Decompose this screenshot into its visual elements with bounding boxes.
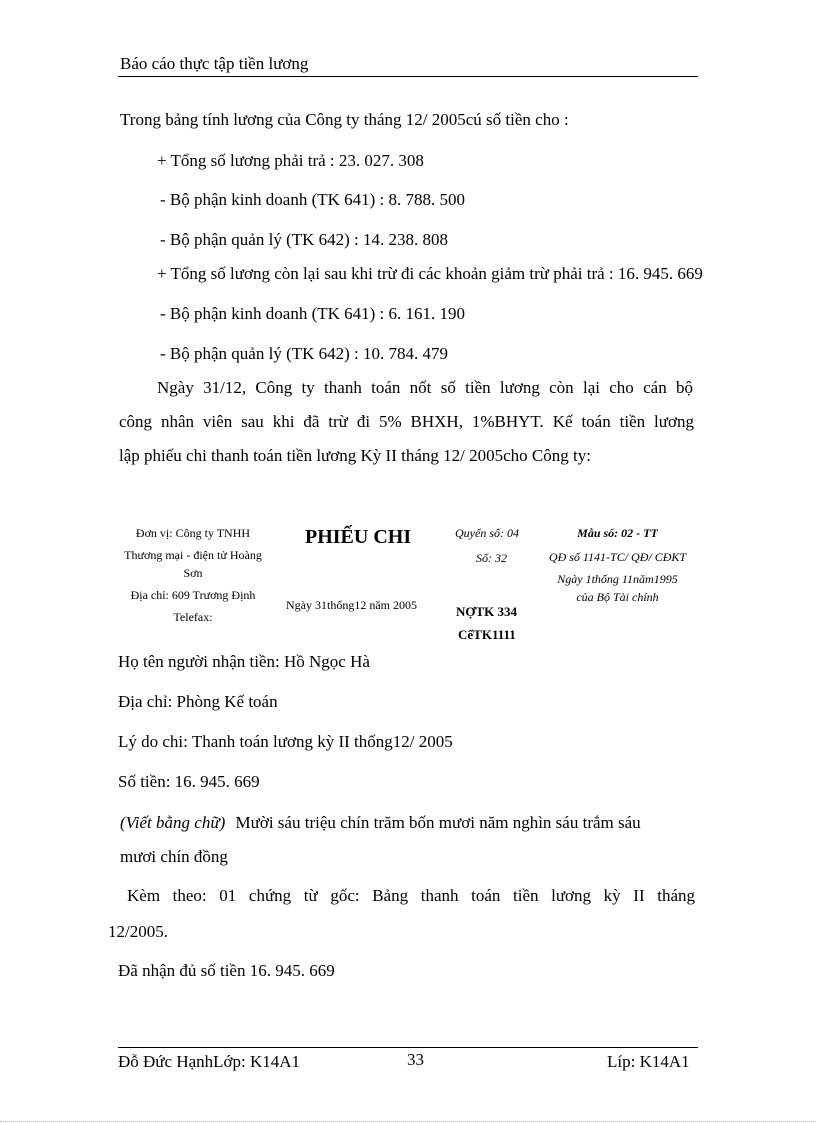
footer-rule	[118, 1047, 698, 1048]
amount-in-words-text: Mười sáu triệu chín trăm bốn mươi năm nghìn sáu trắm sáu	[235, 813, 641, 832]
voucher-telefax: Telefax:	[173, 610, 213, 624]
amount-in-words-label: (Viết bằng chữ)	[120, 813, 226, 832]
page-number: 33	[407, 1050, 424, 1069]
attached-docs-line-1: Kèm theo: 01 chứng từ gốc: Bảng thanh toán tiền lương kỳ II tháng	[127, 886, 695, 905]
voucher-decision-date: Ngày 1thống 11năm1995	[557, 572, 678, 586]
voucher-ministry: của Bộ Tài chính	[576, 590, 659, 604]
voucher-address: Địa chỉ: 609 Trương Định	[130, 588, 256, 602]
amount-in-words-line-1	[120, 813, 695, 833]
paragraph-line-1: Ngày 31/12, Công ty thanh toán nốt số tiền lương còn lại cho cán bộ	[157, 378, 693, 397]
sales-payable: - Bộ phận kinh doanh (TK 641) : 8. 788. 500	[160, 190, 466, 209]
voucher-number: Số: 32	[476, 551, 507, 565]
footer-author: Đỗ Đức HạnhLớp: K14A1	[118, 1052, 301, 1071]
total-remaining: + Tổng số lương còn lại sau khi trừ đi các khoản giảm trừ phải trả : 16. 945. 669	[157, 264, 703, 283]
page-edge-dotted	[0, 1121, 816, 1122]
voucher-date: Ngày 31thống12 năm 2005	[286, 598, 417, 612]
recipient-address: Địa chỉ: Phòng Kế toán	[118, 692, 278, 711]
voucher-form-no: Mẫu số: 02 - TT	[577, 526, 658, 540]
voucher-form	[540, 524, 695, 606]
received-amount: Đã nhận đủ số tiền 16. 945. 669	[118, 961, 335, 980]
voucher-debit: NỢTK 334	[456, 604, 518, 619]
voucher-unit	[112, 524, 274, 626]
recipient-name: Họ tên người nhận tiền: Hồ Ngọc Hà	[118, 652, 370, 671]
amount-in-words-line-2: mươi chín đồng	[120, 847, 228, 866]
voucher-book-no: Quyển số: 04	[455, 526, 519, 540]
admin-remaining: - Bộ phận quản lý (TK 642) : 10. 784. 479	[160, 344, 449, 363]
attached-docs-line-2: 12/2005.	[108, 922, 168, 941]
voucher-unit-line-3: Sơn	[183, 566, 203, 580]
voucher-unit-line-2: Thương mại - điện tử Hoàng	[124, 548, 262, 562]
payment-amount: Số tiền: 16. 945. 669	[118, 772, 260, 791]
payment-reason: Lý do chi: Thanh toán lương kỳ II thống12/ 2005	[118, 732, 453, 751]
admin-payable: - Bộ phận quản lý (TK 642) : 14. 238. 808	[160, 230, 449, 249]
header-rule	[118, 76, 698, 77]
voucher-decision: QĐ số 1141-TC/ QĐ/ CĐKT	[548, 550, 687, 564]
voucher-credit: CểTK1111	[458, 627, 516, 642]
footer-class: Líp: K14A1	[607, 1052, 690, 1071]
header-title: Báo cáo thực tập tiền lương	[120, 54, 309, 73]
total-payable: + Tổng số lương phải trả : 23. 027. 308	[157, 151, 424, 170]
paragraph-line-3: lập phiếu chi thanh toán tiền lương Kỳ II tháng 12/ 2005cho Công ty:	[119, 446, 591, 465]
voucher-title: PHIẾU CHI	[305, 526, 412, 548]
paragraph-line-2: công nhân viên sau khi đã trừ đi 5% BHXH, 1%BHYT. Kế toán tiền lương	[119, 412, 694, 431]
sales-remaining: - Bộ phận kinh doanh (TK 641) : 6. 161. 190	[160, 304, 466, 323]
voucher-unit-line-1: Đơn vị: Công ty TNHH	[135, 526, 251, 540]
intro-line: Trong bảng tính lương của Công ty tháng 12/ 2005cú số tiền cho :	[120, 110, 569, 129]
